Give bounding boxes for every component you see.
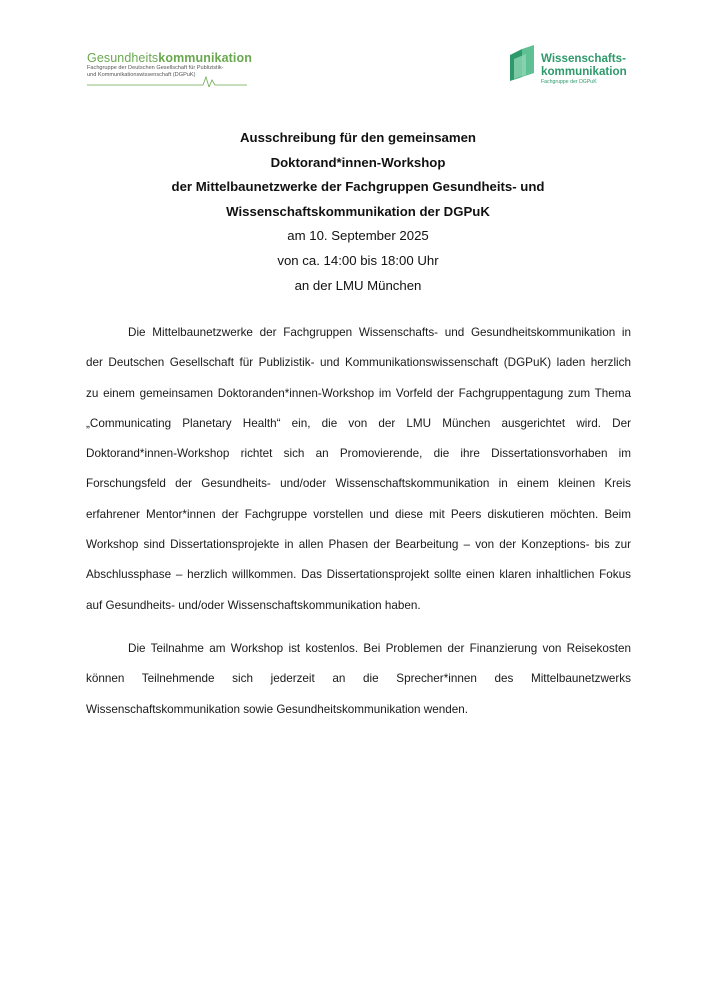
logo-left-title-light: Gesundheits: [87, 51, 159, 65]
heading-line-3: der Mittelbaunetzwerke der Fachgruppen Gesundheits- und: [171, 179, 545, 195]
paragraph-line: erfahrener Mentor*innen der Fachgruppe vorstellen und diese mit Peers diskutieren möchten. Beim: [86, 507, 631, 521]
event-place: an der LMU München: [294, 277, 422, 293]
heartbeat-line-icon: [87, 67, 247, 87]
paragraph-line: Abschlussphase – herzlich willkommen. Das Dissertationsprojekt sollte einen klaren inhaltlichen Fokus: [86, 568, 631, 582]
event-time: von ca. 14:00 bis 18:00 Uhr: [277, 252, 439, 268]
logo-left-title: [87, 51, 252, 65]
logo-left-title-bold: kommunikation: [158, 51, 252, 65]
paragraph-line: der Deutschen Gesellschaft für Publizistik- und Kommunikationswissenschaft (DGPuK) laden herzlich: [86, 356, 631, 370]
paragraph-line: Die Mittelbaunetzwerke der Fachgruppen Wissenschafts- und Gesundheitskommunikation in: [128, 326, 631, 339]
paragraph-costs: [86, 634, 631, 725]
paragraph-line: können Teilnehmende sich jederzeit an die Sprecher*innen des Mittelbaunetzwerks: [86, 672, 631, 686]
heading-line-1: Ausschreibung für den gemeinsamen: [240, 130, 476, 145]
paragraph-line: Wissenschaftskommunikation sowie Gesundheitskommunikation wenden.: [86, 702, 468, 716]
logo-left-subtitle-1: Fachgruppe der Deutschen Gesellschaft für Publizistik-: [87, 65, 224, 71]
wissenschaftskommunikation-logo: [508, 45, 648, 87]
paragraph-line: auf Gesundheits- und/oder Wissenschaftskommunikation haben.: [86, 598, 421, 612]
logo-right-title-line1: Wissenschafts-: [541, 52, 626, 65]
paragraph-line: zu einem gemeinsamen Doktoranden*innen-Workshop im Vorfeld der Fachgruppentagung zum Thema: [86, 386, 631, 400]
paragraph-line: Forschungsfeld der Gesundheits- und/oder Wissenschaftskommunikation in einem kleinen Kreis: [86, 477, 631, 491]
book-stack-icon: [508, 45, 540, 81]
paragraph-line: Die Teilnahme am Workshop ist kostenlos. Bei Problemen der Finanzierung von Reisekosten: [128, 642, 631, 655]
gesundheitskommunikation-logo: [87, 51, 252, 79]
paragraph-line: Doktorand*innen-Workshop richtet sich an Promovierende, die ihre Dissertationsvorhaben im: [86, 447, 631, 461]
logo-right-title-line2: kommunikation: [541, 64, 627, 78]
event-date: am 10. September 2025: [287, 228, 429, 244]
logo-right-title: [541, 53, 627, 78]
logo-left-subtitle-2: und Kommunikationswissenschaft (DGPuK): [87, 72, 196, 78]
paragraph-line: „Communicating Planetary Health“ ein, die von der LMU München ausgerichtet wird. Der: [86, 416, 631, 430]
heading-line-4: Wissenschaftskommunikation der DGPuK: [226, 203, 490, 219]
logo-right-subtitle: Fachgruppe der DGPuK: [541, 79, 597, 85]
document-heading: [60, 126, 656, 298]
paragraph-intro: [86, 318, 631, 621]
heading-line-2: Doktorand*innen-Workshop: [270, 154, 446, 170]
paragraph-line: Workshop sind Dissertationsprojekte in allen Phasen der Bearbeitung – von der Konzeptions- bis zur: [86, 538, 631, 552]
